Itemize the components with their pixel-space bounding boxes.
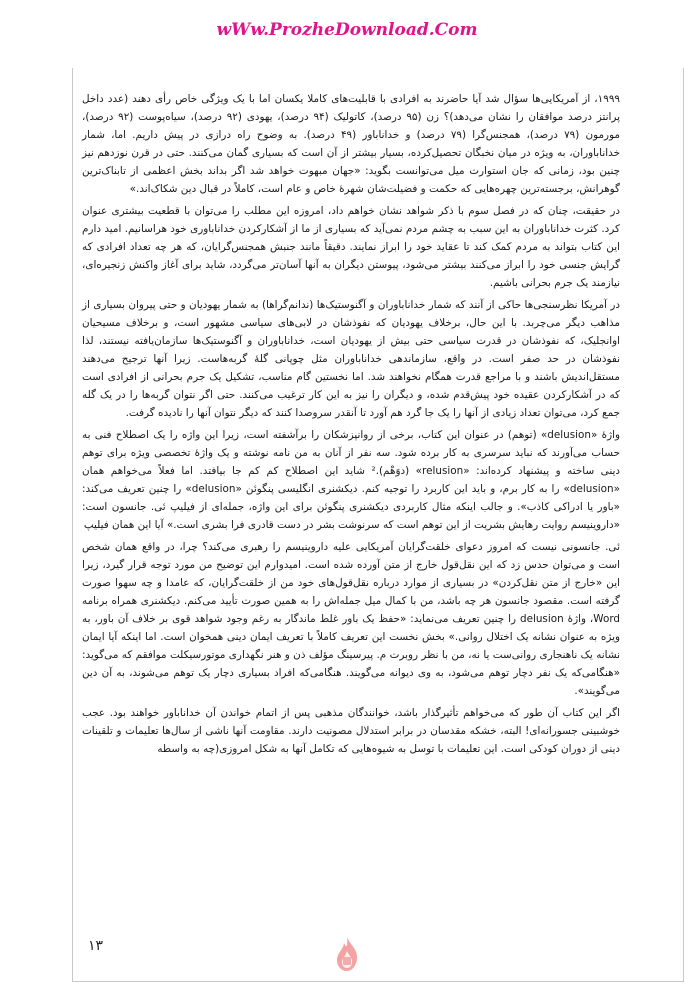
paragraph-4: واژهٔ «delusion» (توهم) در عنوان این کتاب، برخی از روانپزشکان را برآشفته است، زیرا این واژه را یک اصطلاح فنی به حساب می‌آورند که نباید سرسری به کار برده شود. سه نفر از آنان به من نامه نوشته و یک واژهٔ تخصصی ویژه برای توهم دینی ساخته و پیشنهاد کرده‌اند: «relusion» (دوَهْم).² شاید این اصطلاح کم کم جا بیافتد. اما فعلاً می‌خواهم همان «delusion» را به کار برم، و باید این کاربرد را توجیه کنم. دیکشنری انگلیسی پنگوئن «delusion» را چنین تعریف می‌کند: «باور یا ادراکی کاذب». و جالب اینکه مثال کاربردی دیکشنری پنگوئن برای این واژه، جمله‌ای از فیلیپ ئی. جانسون است: «داروینیسم روایت رهایش بشریت از این توهم است که سرنوشت بشر در دست قادری فرا بشری است.» آیا این همان فیلیپ — [82, 429, 620, 531]
page-number: ۱۳ — [88, 938, 104, 954]
paragraph-3: در آمریکا نظرسنجی‌ها حاکی از آنند که شمار خداناباوران و آگنوستیک‌ها (ندانم‌گراها) به شمار یهودیان و حتی پیروان بسیاری از مذاهب دیگر می‌چربد. با این حال، برخلاف یهودیان که نفوذشان در لابی‌های سیاسی مشهور است، و برخلاف مسیحیان اوانجلیک، که نفوذشان در قدرت سیاسی حتی بیش از یهودیان است، خداناباوران و آگنوستیک‌ها سازمان‌یافته نیستند، لذا نفوذشان در حد صفر است. در واقع، سازماندهی خداناباوران مثل چوپانی گلهٔ گربه‌هاست. زیرا آنها ترجیح می‌دهند مستقل‌اندیش باشند و با مراجع قدرت همگام نخواهند شد. اما نخستین گام مناسب، تشکیل یک جرم بحرانی از افرادی است که در آشکارکردن عقیده خود پیش‌قدم شده، و دیگران را نیز به این کار ترغیب می‌کنند. حتی اگر نتوان گربه‌ها را در یک گله جمع کرد، می‌توان تعداد زیادی از آنها را یک جا گرد هم آورد تا آنقدر سروصدا کنند که دیگر نتوان آنها را نادیده گرفت. — [82, 299, 620, 419]
paragraph-2: در حقیقت، چنان که در فصل سوم با ذکر شواهد نشان خواهم داد، امروزه این مطلب را می‌توان با قطعیت بیشتری عنوان کرد. کثرت خداناباوران به این سبب به چشم مردم نمی‌آید که بسیاری از ما از آشکارکردن خداناباوری خود هراسانیم. امید دارم این کتاب بتواند به مردم کمک کند تا عقاید خود را ابراز نمایند. دقیقاً مانند جنبش همجنس‌گرایان، که هر چه تعداد افرادی که گرایش جنسی خود را ابراز می‌کنند بیشتر می‌شود، پیوستن دیگران به آنها آسان‌تر می‌گردد، شاید برای آغاز واکنش زنجیره‌ای، نیازمند یک جرم بحرانی باشیم. — [82, 205, 620, 289]
body-text — [82, 90, 620, 762]
paragraph-5: ئی. جانسونی نیست که امروز دعوای خلقت‌گرایان آمریکایی علیه داروینیسم را رهبری می‌کند؟ چرا، در واقع همان شخص است و می‌توان حدس زد که این نقل‌قول خارج از متن آورده شده است. امیدوارم این توضیح من مورد توجه قرار گیرد، زیرا این «خارج از متن نقل‌کردن» در بسیاری از موارد درباره نقل‌قول‌های خود من از خلقت‌گرایان، که عامدا و چه سهوا صورت گرفته است. مقصود جانسون هر چه باشد، من با کمال میل جمله‌اش را به همین صورت تأیید می‌کنم. دیکشنری همراه برنامه Word، واژهٔ delusion را چنین تعریف می‌نماید: «حفظ یک باور غلط ماندگار به رغم وجود شواهد قوی بر خلاف آن باور، به ویژه به عنوان نشانه یک اختلال روانی.» بخش نخست این تعریف کاملاً با تعریف ایمان دینی همخوان است. اما اینکه آیا ایمان نشانه یک ناهنجاری روانی‌ست یا نه، من با نظر روبرت م. پیرسینگ مؤلف ذن و هنر نگهداری موتورسیکلت موافقم که می‌گوید: «هنگامی‌که یک نفر دچار توهم می‌شود، به وی دیوانه می‌گویند. هنگامی‌که افراد بسیاری دچار یک توهم می‌شوند، به آن دین می‌گویند». — [82, 541, 621, 697]
paragraph-6: اگر این کتاب آن طور که می‌خواهم تأثیرگذار باشد، خوانندگان مذهبی پس از اتمام خواندن آن خداناباور خواهند بود. عجب خوشبینی جسورانه‌ای! البته، خشکه مقدسان در برابر استدلال مصونیت دارند. مقاومت آنها ناشی از سال‌ها تعلیمات و تلقینات دینی از دوران کودکی است. این تعلیمات با توسل به شیوه‌هایی که تکامل آنها به شکل امروزی(چه به واسطه — [82, 707, 620, 755]
paragraph-1: ۱۹۹۹، از آمریکایی‌ها سؤال شد آیا حاضرند به افرادی با قابلیت‌های کاملا یکسان اما با یک ویژگی خاص رأی دهند (عدد داخل پرانتز درصد موافقان را نشان می‌دهد)؟ زن (۹۵ درصد)، کاتولیک (۹۴ درصد)، یهودی (۹۲ درصد)، سیاه‌پوست (۹۲ درصد)، مورمون (۷۹ درصد)، همجنس‌گرا (۷۹ درصد) و خداناباور (۴۹ درصد). به وضوح راه درازی در پیش داریم. اما، شمار خداناباوران، به ویژه در میان نخبگان تحصیل‌کرده، بسیار بیشتر از آن است که بسیاری گمان می‌کنند. حتی در قرن نوزدهم نیز چنین بود، زمانی که جان استوارت میل می‌توانست بگوید: «جهان مبهوت خواهد شد اگر بداند بخش اعظمی از تابناک‌ترین گوهرانش، برجسته‌ترین چهره‌هایی که حکمت و فضیلت‌شان شهرهٔ خاص و عام است، کاملاً در قبال دین شکاک‌اند.» — [82, 93, 621, 195]
watermark-url: wWw.ProzheDownload.Com — [216, 20, 478, 40]
flame-logo-icon — [332, 935, 362, 973]
